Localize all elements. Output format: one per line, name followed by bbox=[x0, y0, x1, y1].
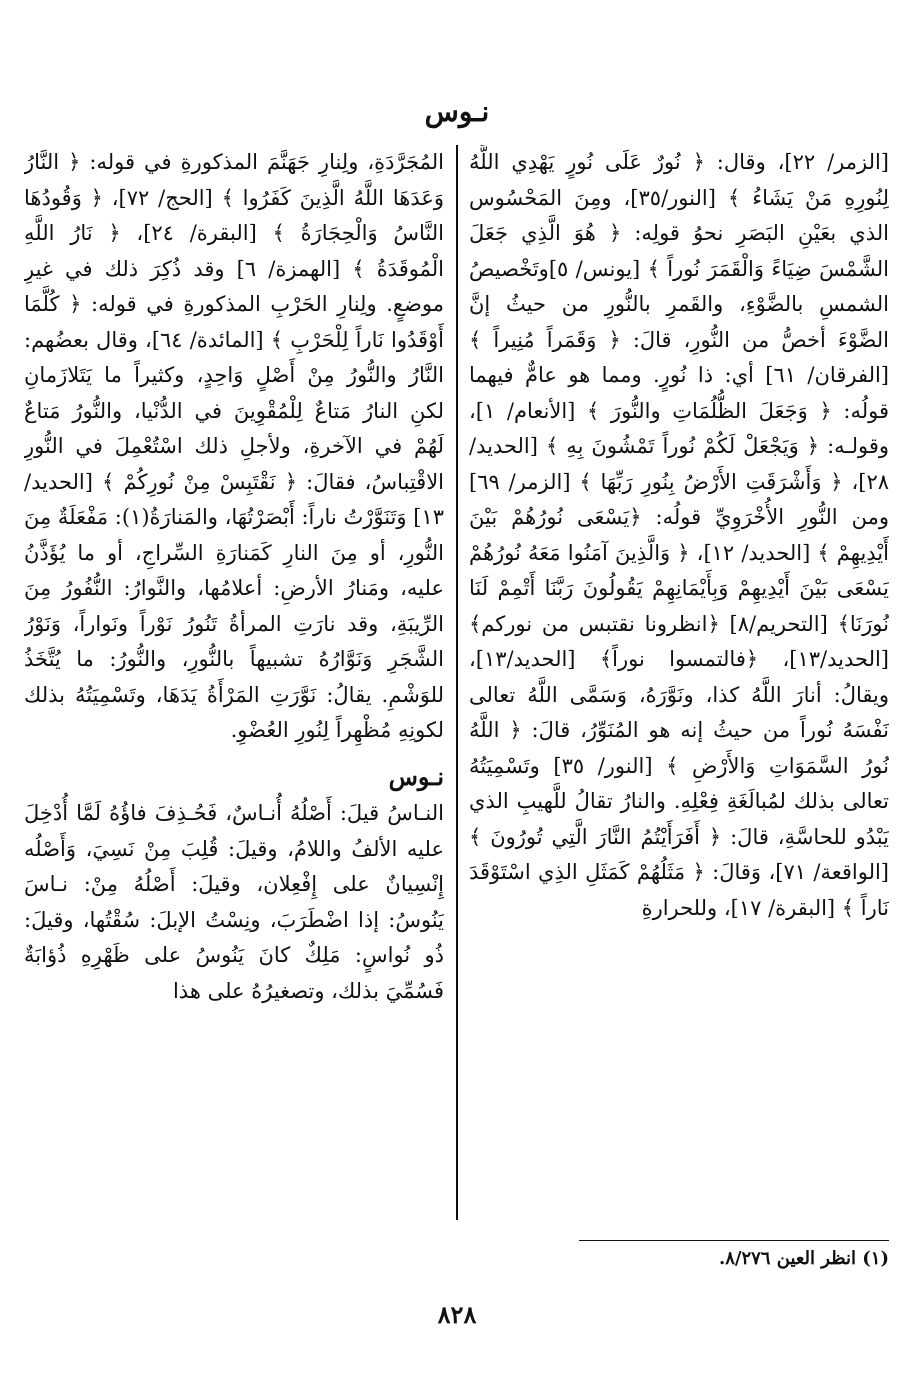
left-paragraph-1: المُجَرَّدَةِ، ولِنارِ جَهَنَّمَ المذكورةِ في قوله: ﴿ النَّارُ وَعَدَهَا اللَّهُ الَّذِينَ كَفَرُوا ﴾ [الحج/ ٧٢]، ﴿ وَقُودُهَا النَّاسُ وَالْحِجَارَةُ ﴾ [البقرة/ ٢٤]، ﴿ نَارُ اللَّهِ الْمُوقَدَةُ ﴾ [الهمزة/ ٦] وقد ذُكِرَ ذلك في غيرِ موضعٍ. ولِنارِ الحَرْبِ المذكورةِ في قوله: ﴿ كُلَّمَا أَوْقَدُوا نَاراً لِلْحَرْبِ ﴾ [المائدة/ ٦٤]، وقال بعضُهم: النَّارُ والنُّورُ مِنْ أَصْلٍ وَاحِدٍ، وكثيراً ما يَتَلازَمانِ لكنِ النارُ مَتاعٌ لِلْمُقْوِينَ في الدُّنْيا، والنُّورُ مَتاعٌ لَهُمْ في الآخرةِ، ولأجلِ ذلك اسْتُعْمِلَ في النُّورِ الاقْتِباسُ، فقالَ: ﴿ نَقْتَبِسْ مِنْ نُورِكُمْ ﴾ [الحديد/ ١٣] وَتَنَوَّرْتُ ناراً: أَبْصَرْتُهَا، والمَنارَةُ(١): مَفْعَلَةٌ مِنَ النُّورِ، أو مِنَ النارِ كَمَنارَةِ السِّراجِ، أو ما يُؤَذَّنُ عليه، ومَنارُ الأرضِ: أعلامُها، والنَّوارُ: النُّفُورُ مِنَ الرِّيبَةِ، وقد نارَتِ المرأةُ تَنُورُ نَوْراً ونَواراً، وَنَوْرُ الشَّجَرِ وَنَوَّارُهُ تشبيهاً بالنُّورِ، والنُّورُ: ما يُتَّخَذُ للوَشْمِ. يقالُ: نَوَّرَتِ المَرْأَةُ يَدَهَا، وتَسْمِيَتُهُ بذلك لكونِهِ مُظْهِراً لِنُورِ العُضْوِ. bbox=[24, 150, 444, 742]
page-number: ٨٢٨ bbox=[437, 1300, 477, 1329]
right-column-text: [الزمر/ ٢٢]، وقال: ﴿ نُورٌ عَلَى نُورٍ يَهْدِي اللَّهُ لِنُورِهِ مَنْ يَشَاءُ ﴾ [النور/٣٥]، ومِنَ المَحْسُوس الذي بعَيْنِ البَصَرِ نحوُ قولِه: ﴿ هُوَ الَّذِي جَعَلَ الشَّمْسَ ضِيَاءً وَالْقَمَرَ نُوراً ﴾ [يونس/ ٥]وتَخْصيصُ الشمسِ بالضَّوْءِ، والقَمرِ بالنُّورِ من حيثُ إنَّ الضَّوْءَ أخصُّ من النُّورِ، قالَ: ﴿ وَقَمَراً مُنِيراً ﴾ [الفرقان/ ٦١] أي: ذا نُورٍ. ومما هو عامٌّ فيهما قولُه: ﴿ وَجَعَلَ الظُّلُمَاتِ والنُّورَ ﴾ [الأنعام/ ١]، وقولـه: ﴿ وَيَجْعَلْ لَكُمْ نُوراً تَمْشُونَ بِهِ ﴾ [الحديد/ ٢٨]، ﴿ وَأَشْرَقَتِ الأَرْضُ بِنُورِ رَبِّهَا ﴾ [الزمر/ ٦٩] ومن النُّورِ الأُخْرَوِيِّ قولُه: ﴿يَسْعَى نُورُهُمْ بَيْنَ أَيْدِيهِمْ ﴾ [الحديد/ ١٢]، ﴿ وَالَّذِينَ آمَنُوا مَعَهُ نُورُهُمْ يَسْعَى بَيْنَ أَيْدِيهِمْ وَبِأَيْمَانِهِمْ يَقُولُونَ رَبَّنَا أَتْمِمْ لَنَا نُورَنَا﴾ [التحريم/٨] ﴿انظرونا نقتبس من نوركم﴾ [الحديد/١٣]، ﴿فالتمسوا نوراً﴾ [الحديد/١٣]، ويقالُ: أنارَ اللَّهُ كذا، ونَوَّرَهُ، وَسَمَّى اللَّهُ تعالى نَفْسَهُ نُوراً من حيثُ إنه هو المُنَوِّرُ، قالَ: ﴿ اللَّهُ نُورُ السَّمَوَاتِ وَالأَرْضِ ﴾ [النور/ ٣٥] وتَسْمِيَتُهُ تعالى بذلك لمُبالَغَةِ فِعْلِهِ. والنارُ تقالُ للَّهيبِ الذي يَبْدُو للحاسَّةِ، قالَ: ﴿ أَفَرَأَيْتُمُ النَّارَ الَّتِي تُورُونَ ﴾ [الواقعة/ ٧١]، وَقالَ: ﴿ مَثَلُهُمْ كَمَثَلِ الذِي اسْتَوْقَدَ نَاراً ﴾ [البقرة/ ١٧]، وللحرارةِ bbox=[469, 150, 889, 920]
column-divider bbox=[456, 145, 458, 1220]
left-column bbox=[24, 145, 444, 1235]
left-paragraph-2: النـاسُ قيلَ: أَصْلُهُ أُنـاسٌ، فَحُـذِفَ فاؤُهُ لَمَّا أُدْخِلَ عليه الألفُ واللامُ، وقيلَ: قُلِبَ مِنْ نَسِيَ، وَأَصْلُه إِنْسِيانٌ على إِفْعِلان، وقيلَ: أَصْلُهُ مِنْ: نـاسَ يَنُوسُ: إذا اضْطَرَبَ، ونِسْتُ الإبلَ: سُقْتُها، وقيلَ: ذُو نُواسٍ: مَلِكٌ كانَ يَنُوسُ على ظَهْرِهِ ذُؤابَةٌ فَسُمِّيَ بذلك، وتصغيرُهُ على هذا bbox=[24, 801, 444, 1003]
footnote-rule bbox=[579, 1240, 889, 1241]
entry-heading: نـوس bbox=[388, 761, 444, 791]
right-column bbox=[469, 145, 889, 1235]
running-head: نـوس bbox=[424, 95, 490, 128]
footnote: (١) انظر العين ٨/٢٧٦. bbox=[718, 1248, 889, 1269]
